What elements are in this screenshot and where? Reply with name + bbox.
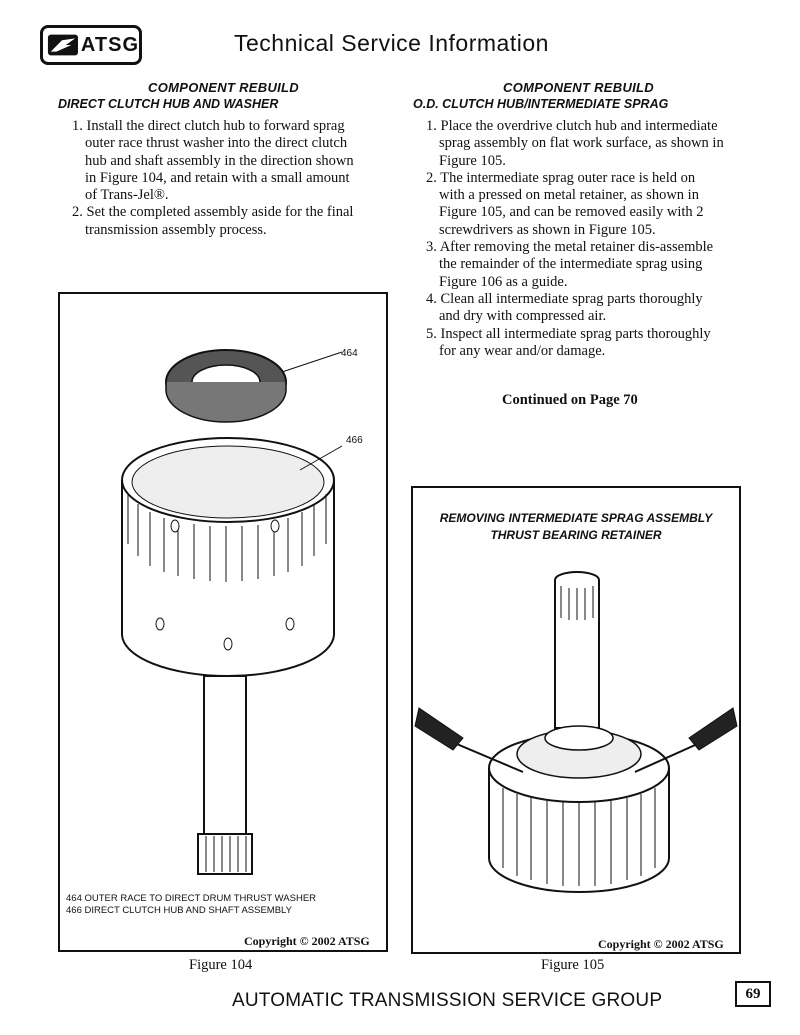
callout-466: 466 (346, 435, 363, 446)
figure-105-caption: Figure 105 (541, 957, 605, 973)
figure-104-copyright: Copyright © 2002 ATSG (244, 934, 370, 948)
figure-105-copyright: Copyright © 2002 ATSG (598, 937, 724, 951)
right-subtitle: O.D. CLUTCH HUB/INTERMEDIATE SPRAG (413, 97, 669, 111)
logo-text: ATSG (80, 33, 139, 56)
list-item: 4. Clean all intermediate sprag parts thoroughly and dry with compressed air. (426, 290, 703, 325)
direct-clutch-hub-illustration (60, 294, 386, 884)
figure-105-heading (413, 510, 739, 544)
continued-note: Continued on Page 70 (502, 392, 638, 408)
figure-104-legend (66, 893, 316, 917)
list-item: 5. Inspect all intermediate sprag parts thoroughly for any wear and/or damage. (426, 325, 711, 359)
left-steps-list (70, 118, 365, 239)
left-section-title: COMPONENT REBUILD (148, 80, 299, 95)
legend-item: 464 OUTER RACE TO DIRECT DRUM THRUST WASHER (66, 893, 317, 904)
callout-464: 464 (341, 348, 358, 359)
footer-text: AUTOMATIC TRANSMISSION SERVICE GROUP (232, 990, 663, 1011)
left-subtitle: DIRECT CLUTCH HUB AND WASHER (58, 97, 279, 111)
eagle-logo-icon (47, 32, 79, 58)
right-steps-list (424, 118, 724, 360)
list-item: 1. Install the direct clutch hub to forward sprag outer race thrust washer into the direct clutch hub and shaft assembly in the direction shown in Figure 104, and retain with a small amount of Trans-Jel®. (72, 118, 354, 204)
figure-104-box (58, 292, 388, 952)
page-title: Technical Service Information (234, 30, 549, 56)
sprag-removal-illustration (413, 558, 739, 928)
figure-105-heading-line1: REMOVING INTERMEDIATE SPRAG ASSEMBLY (439, 511, 713, 525)
atsg-logo (40, 25, 142, 65)
list-item: 2. Set the completed assembly aside for the final transmission assembly process. (72, 204, 354, 238)
right-section-title: COMPONENT REBUILD (503, 80, 654, 95)
legend-item: 466 DIRECT CLUTCH HUB AND SHAFT ASSEMBLY (66, 905, 292, 916)
figure-105-heading-line2: THRUST BEARING RETAINER (490, 528, 662, 542)
figure-105-box (411, 486, 741, 954)
list-item: 1. Place the overdrive clutch hub and intermediate sprag assembly on flat work surface, as shown in Figure 105. (426, 118, 724, 169)
list-item: 2. The intermediate sprag outer race is held on with a pressed on metal retainer, as shown in Figure 105, and can be removed easily with 2 screwdrivers as shown in Figure 105. (426, 169, 704, 238)
figure-104-caption: Figure 104 (189, 957, 253, 973)
page-number: 69 (735, 981, 771, 1007)
list-item: 3. After removing the metal retainer dis-assemble the remainder of the intermediate sprag using Figure 106 as a guide. (426, 239, 714, 290)
